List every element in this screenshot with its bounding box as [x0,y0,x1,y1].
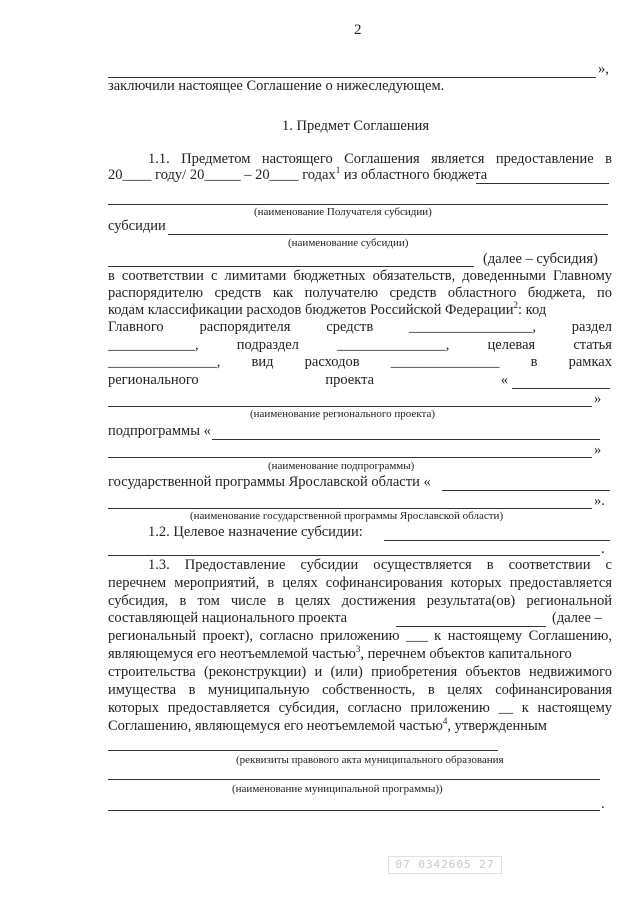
act-line [108,750,498,751]
text: являющемуся его неотъемлемой частью [108,646,356,662]
caption-recipient: (наименование Получателя субсидии) [254,206,432,218]
caption-regional-project: (наименование регионального проекта) [250,408,436,420]
p11-l3 [108,302,546,319]
subsidy-label: субсидии [108,218,166,234]
intro-text: заключили настоящее Соглашение о нижеследующем. [108,78,445,94]
w: расходов [304,354,360,370]
text: , утвержденным [447,718,547,734]
footnote-3: 3 [355,644,361,655]
p11-l6 [108,354,612,371]
p13-l3: субсидия, в том числе в целях достижения результата(ов) региональной [108,593,612,609]
document-stamp: 07 0342605 27 [388,856,502,874]
p13-l1: 1.3. Предоставление субсидии осуществляется в соответствии с [148,557,612,573]
p11-years [108,167,487,184]
caption-subsidy: (наименование субсидии) [288,237,409,249]
act-line-2 [108,779,600,780]
caption-municipal-program: (наименование муниципальной программы)) [232,783,443,795]
text: Соглашению, являющемуся его неотъемлемой частью [108,718,443,734]
section-title: 1. Предмет Соглашения [282,118,430,134]
purpose-line-2 [108,555,600,556]
w: ____________, [108,337,199,353]
w: рамках [568,354,612,370]
blank-line [512,388,610,389]
subsidy-line [168,234,608,235]
p13-l6 [108,646,572,663]
page-number: 2 [354,22,362,38]
p13-l10 [108,718,547,735]
p13-l9: которых предоставляется субсидия, согласно приложению __ к настоящему [108,700,612,716]
code-text: : код [518,302,547,318]
w: _______________, [337,337,450,353]
codes-text: кодам классификации расходов бюджетов Российской Федерации [108,302,514,318]
national-project-line [396,626,546,627]
text: , перечнем объектов капитального [360,646,572,662]
years-text: 20____ году/ 20_____ – 20____ годах [108,167,336,183]
close-quote-2: » [594,442,602,458]
w: проекта [325,372,375,388]
program-line [108,810,600,811]
w: _______________ [390,354,500,370]
w: _______________, [108,354,221,370]
budget-text: из областного бюджета [340,167,488,183]
caption-subprogram: (наименование подпрограммы) [268,460,415,472]
w: Главного [108,319,164,335]
p11-l7 [108,372,508,389]
footnote-2: 2 [513,300,519,311]
w: _________________, [409,319,536,335]
blank-line [476,183,609,184]
p13-l8: имущества в муниципальную собственность, в целях софинансирования [108,682,612,698]
p13-l2: перечнем мероприятий, в целях софинансирования которых предоставляется [108,575,612,591]
w: подраздел [236,337,299,353]
state-program-label: государственной программы Ярославской области « [108,474,431,490]
w: статья [573,337,612,353]
footnote-1: 1 [335,165,341,176]
state-program-line [442,490,610,491]
w: вид [251,354,274,370]
w: средств [326,319,374,335]
p11-l5 [108,337,612,354]
p13-l4b: (далее – [552,610,602,626]
subprogram-line-2 [108,457,592,458]
regional-project-line [108,406,592,407]
p11-l4 [108,319,612,336]
purpose-line [384,540,610,541]
close-quote-1: » [594,391,602,407]
caption-act: (реквизиты правового акта муниципального образования [236,754,504,766]
w: в [530,354,538,370]
p12-end: . [601,541,605,557]
subprogram-label: подпрограммы « [108,423,211,439]
subsidy-line-2 [108,266,474,267]
w: раздел [571,319,612,335]
w: « [500,372,508,388]
caption-state-program: (наименование государственной программы Ярославской области) [190,510,504,522]
w: целевая [487,337,536,353]
w: распорядителя [199,319,291,335]
footnote-4: 4 [442,716,448,727]
further-subsidy: (далее – субсидия) [483,251,598,267]
p11-line1: 1.1. Предметом настоящего Соглашения является предоставление в [148,151,612,167]
p13-end: . [601,796,605,812]
top-line-end: », [598,61,609,77]
close-quote-3: ». [594,493,605,509]
w: регионального [108,372,199,388]
p12-text: 1.2. Целевое назначение субсидии: [148,524,363,540]
subprogram-line [212,439,600,440]
p13-l4a: составляющей национального проекта [108,610,348,626]
p11-l1: в соответствии с лимитами бюджетных обязательств, доведенными Главному [108,268,612,284]
state-program-line-2 [108,508,592,509]
p13-l5: региональный проект), согласно приложению ___ к настоящему Соглашению, [108,628,612,644]
p13-l7: строительства (реконструкции) и (или) приобретения объектов недвижимого [108,664,612,680]
recipient-line [108,204,608,205]
p11-l2: распорядителю средств как получателю средств областного бюджета, по [108,285,612,301]
